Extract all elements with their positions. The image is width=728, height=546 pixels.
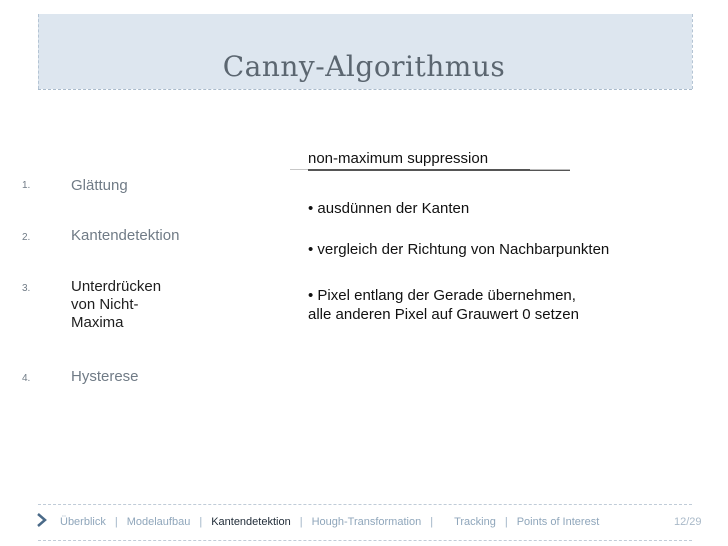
nav-separator: | [199, 516, 203, 528]
step-label-line: von Nicht- [71, 296, 139, 313]
step-label: Kantendetektion [71, 227, 180, 244]
footer-divider [38, 504, 692, 505]
step-label: Glättung [71, 177, 128, 194]
nav-item-points-of-interest[interactable]: Points of Interest [516, 516, 600, 528]
nav-item-hough-transformation[interactable]: Hough-Transformation [311, 516, 422, 528]
bullet-point [308, 286, 579, 324]
step-number: 3. [22, 283, 31, 294]
step-label-line: Maxima [71, 314, 124, 331]
step-number: 1. [22, 180, 31, 191]
heading-underline-right [530, 169, 570, 170]
page-number: 12/29 [674, 516, 702, 528]
nav-separator: | [299, 516, 303, 528]
bullet-line: alle anderen Pixel auf Grauwert 0 setzen [308, 306, 579, 323]
nav-separator: | [430, 516, 434, 528]
nav-item-kantendetektion[interactable]: Kantendetektion [211, 516, 291, 528]
navigation-bar [60, 516, 599, 528]
heading-underline-left [290, 169, 308, 170]
nav-item-modelaufbau[interactable]: Modelaufbau [126, 516, 191, 528]
step-number: 2. [22, 232, 31, 243]
chevron-right-icon[interactable] [36, 512, 48, 528]
slide-title: Canny-Algorithmus [222, 50, 506, 83]
nav-separator: | [114, 516, 118, 528]
step-label: Hysterese [71, 368, 139, 385]
step-label-line: Unterdrücken [71, 278, 162, 295]
nav-separator: | [504, 516, 508, 528]
bullet-line: • Pixel entlang der Gerade übernehmen, [308, 287, 576, 304]
step-label-multiline [71, 278, 161, 332]
nav-item-tracking[interactable]: Tracking [454, 516, 496, 528]
footer-bottom-divider [38, 540, 692, 541]
bullet-point: • ausdünnen der Kanten [308, 200, 470, 217]
header-divider [38, 89, 692, 90]
nav-item-ueberblick[interactable]: Überblick [60, 516, 106, 528]
section-heading: non-maximum suppression [308, 150, 489, 167]
bullet-point: • vergleich der Richtung von Nachbarpunkten [308, 241, 610, 258]
step-number: 4. [22, 373, 31, 384]
